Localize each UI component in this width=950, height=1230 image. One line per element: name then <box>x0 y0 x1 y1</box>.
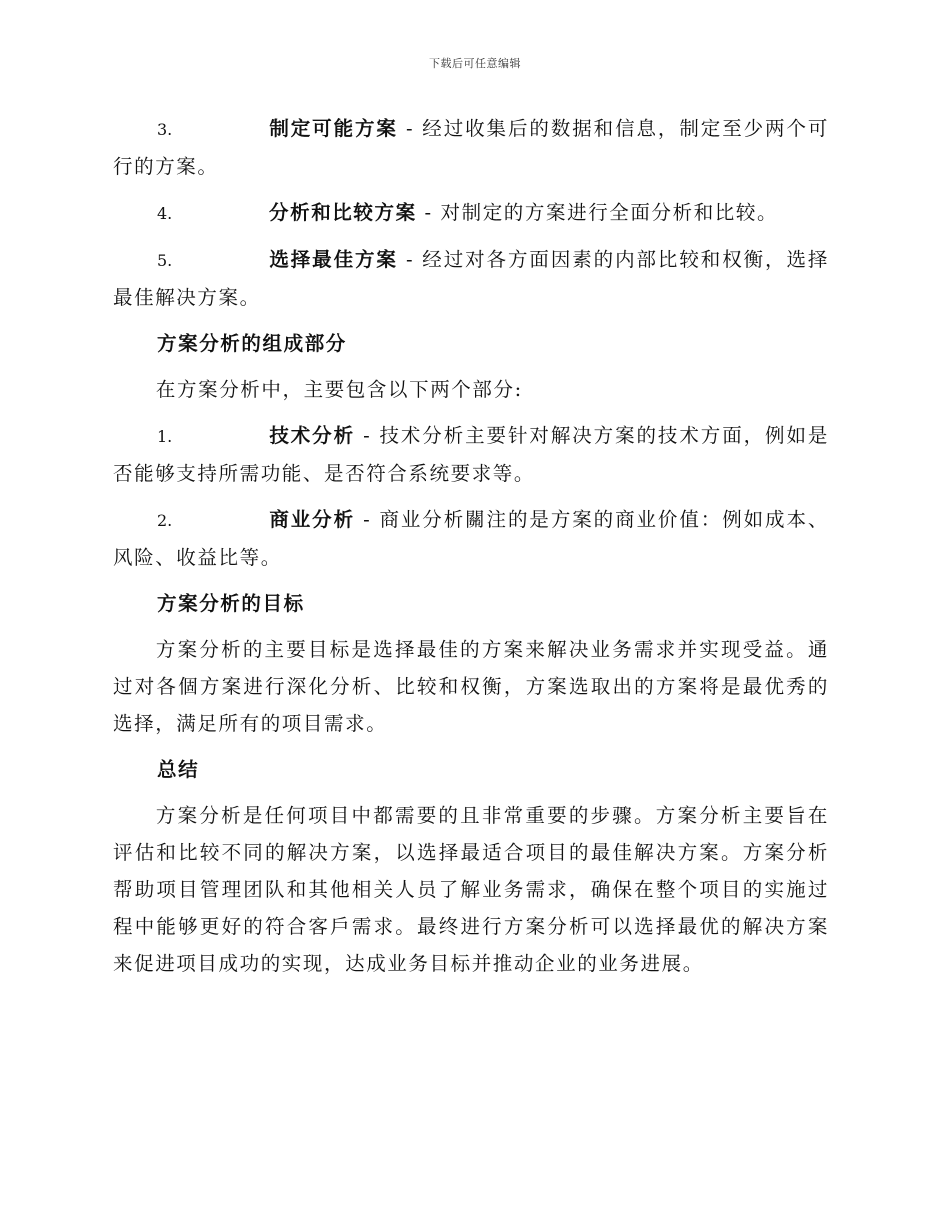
step-text: - 经过收集后的数据和信息，制定至少两个可行的方案。 <box>113 117 829 178</box>
component-item-technical <box>113 417 829 492</box>
component-term: 技术分析 <box>269 424 356 447</box>
goals-paragraph: 方案分析的主要目标是选择最佳的方案来解决业务需求并实现受益。通过对各個方案进行深化分析、比较和权衡，方案选取出的方案将是最优秀的选择，满足所有的项目需求。 <box>113 638 829 735</box>
component-number: 1. <box>157 427 173 446</box>
component-text: - 商业分析關注的是方案的商业价值：例如成本、风险、收益比等。 <box>113 508 829 569</box>
step-number: 3. <box>157 120 173 139</box>
component-term: 商业分析 <box>269 508 356 531</box>
step-term: 选择最佳方案 <box>269 248 398 271</box>
step-text: - 经过对各方面因素的内部比较和权衡，选择最佳解决方案。 <box>113 248 829 309</box>
section-heading-summary: 总结 <box>157 758 200 781</box>
section-heading-components: 方案分析的组成部分 <box>157 332 347 355</box>
summary-paragraph: 方案分析是任何项目中都需要的且非常重要的步骤。方案分析主要旨在评估和比较不同的解决方案，以选择最适合项目的最佳解决方案。方案分析帮助项目管理团队和其他相关人员了解业务需求，确保在整个项目的实施过程中能够更好的符合客戶需求。最终进行方案分析可以选择最优的解决方案来促进项目成功的实现，达成业务目标并推动企业的业务进展。 <box>113 804 829 975</box>
components-intro: 在方案分析中，主要包含以下两个部分: <box>155 378 523 401</box>
header-note: 下载后可任意编辑 <box>429 57 521 70</box>
document-body <box>113 110 829 991</box>
step-item-3 <box>113 110 829 185</box>
step-number: 4. <box>157 204 173 223</box>
component-text: - 技术分析主要针对解决方案的技术方面，例如是否能够支持所需功能、是否符合系统要求等。 <box>113 424 829 485</box>
step-number: 5. <box>157 251 173 270</box>
step-term: 制定可能方案 <box>269 117 398 140</box>
component-number: 2. <box>157 511 173 530</box>
step-text: - 对制定的方案进行全面分析和比较。 <box>416 201 779 224</box>
section-heading-goals: 方案分析的目标 <box>157 592 305 615</box>
step-term: 分析和比较方案 <box>269 201 417 224</box>
step-item-4 <box>113 194 829 232</box>
component-item-business <box>113 501 829 576</box>
step-item-5 <box>113 241 829 316</box>
